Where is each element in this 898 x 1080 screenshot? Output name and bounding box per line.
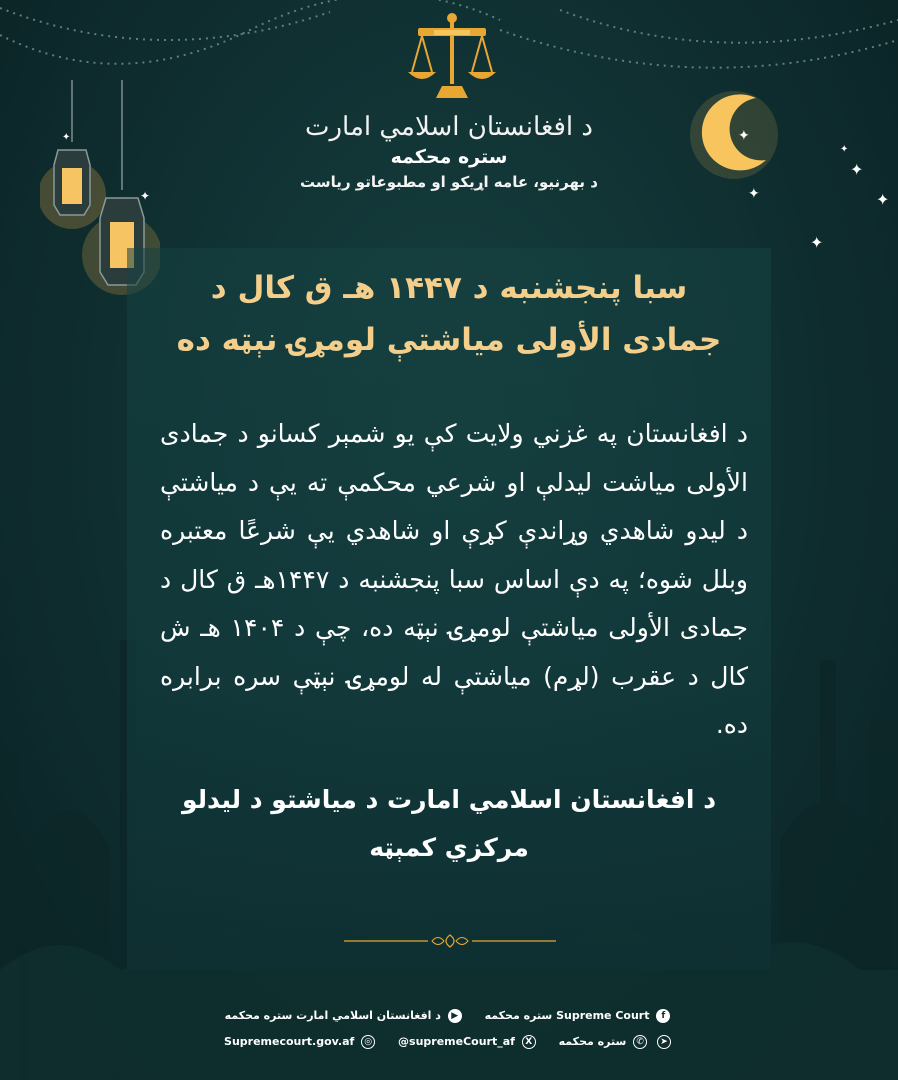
svg-text:✦: ✦ <box>850 160 864 179</box>
svg-text:✦: ✦ <box>840 144 849 155</box>
facebook-icon: f <box>656 1009 670 1023</box>
svg-text:✦: ✦ <box>810 233 824 252</box>
scales-of-justice-logo <box>406 10 498 102</box>
crescent-moon-icon <box>690 80 898 260</box>
svg-text:✦: ✦ <box>738 128 750 144</box>
footer-youtube-item[interactable] <box>225 1009 465 1023</box>
whatsapp-icon: ✆ <box>633 1035 647 1049</box>
x-icon: X <box>522 1035 536 1049</box>
telegram-icon: ➤ <box>657 1035 671 1049</box>
headline-line-1: سبا پنجشنبه د ۱۴۴۷ هـ ق کال د <box>210 270 688 306</box>
messaging-label: ستره محکمه <box>558 1035 627 1048</box>
ornament-divider <box>344 932 556 950</box>
website-label: Supremecourt.gov.af <box>224 1035 355 1048</box>
svg-text:✦: ✦ <box>62 132 71 143</box>
department-name: د بهرنیو، عامه اړیکو او مطبوعاتو ریاست <box>300 173 598 191</box>
facebook-label: ستره محکمه Supreme Court <box>484 1009 650 1022</box>
footer-social-row-2 <box>0 1035 898 1049</box>
footer-x-item[interactable] <box>398 1035 539 1049</box>
globe-icon: ◎ <box>361 1035 375 1049</box>
emirate-calligraphy: د افغانستان اسلامي امارت <box>304 112 593 142</box>
committee-signature: د افغانستان اسلامي امارت د میاشتو د لیدلو مرکزي کمېټه <box>181 785 717 862</box>
headline-line-2: جمادی الأولی میاشتې لومړۍ نېټه ده <box>176 322 722 358</box>
footer-social-row-1 <box>0 1009 898 1023</box>
footer-facebook-item[interactable] <box>485 1009 674 1023</box>
announcement-paragraph: د افغانستان په غزني ولایت کې یو شمېر کسانو د جمادی الأولی میاشت لیدلې او شرعي محکمې ته یې د میاشتې د لیدو شاهدي وړاندې کړې او شاهدي یې شرعًا معتبره وبلل شوه؛ په دې اساس سبا پنجشنبه د ۱۴۴۷هـ ق کال د جمادی الأولی میاشتې لومړۍ نېټه ده، چې د ۱۴۰۴ هـ ش کال د عقرب (لړم) میاشتې له لومړۍ نېټې سره برابره ده. <box>160 419 749 739</box>
svg-text:✦: ✦ <box>748 186 760 202</box>
court-name: ستره محکمه <box>390 146 508 168</box>
youtube-icon: ▶ <box>448 1009 462 1023</box>
svg-text:✦: ✦ <box>140 189 151 203</box>
footer-website-item[interactable] <box>224 1035 378 1049</box>
headline <box>150 262 748 366</box>
svg-text:✦: ✦ <box>876 190 890 209</box>
youtube-label: د افغانستان اسلامي امارت ستره محکمه <box>224 1009 441 1022</box>
x-label: @supremeCourt_af <box>398 1035 515 1048</box>
footer-messaging-item[interactable] <box>559 1035 674 1049</box>
